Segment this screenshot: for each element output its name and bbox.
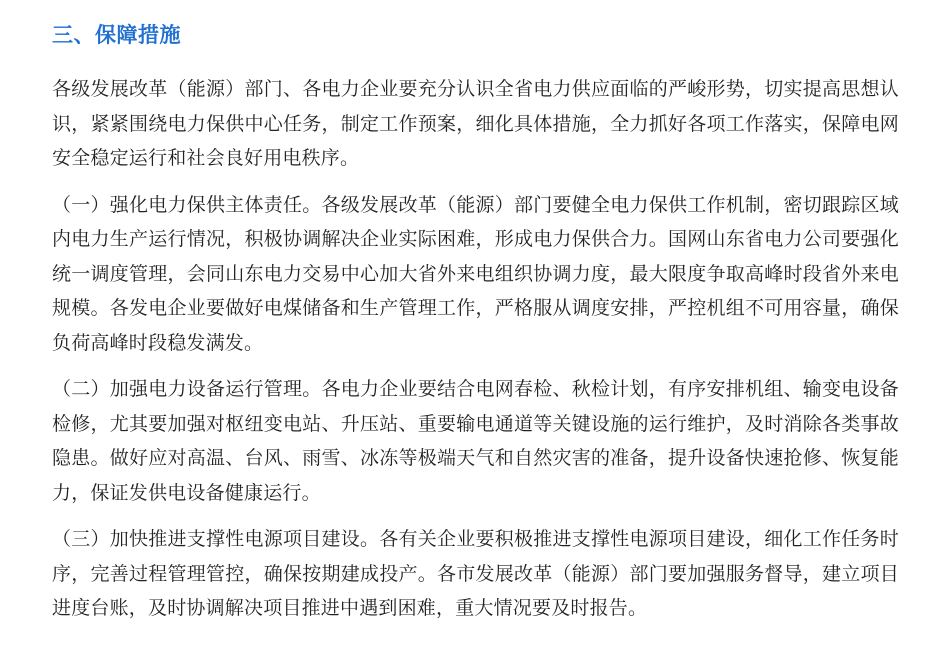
measure-paragraph-1: （一）强化电力保供主体责任。各级发展改革（能源）部门要健全电力保供工作机制，密切跟踪区域内电力生产运行情况，积极协调解决企业实际困难，形成电力保供合力。国网山东省电力公司要强化统一调度管理，会同山东电力交易中心加大省外来电组织协调力度，最大限度争取高峰时段省外来电规模。各发电企业要做好电煤储备和生产管理工作，严格服从调度安排，严控机组不可用容量，确保负荷高峰时段稳发满发。 bbox=[52, 193, 899, 354]
measure-paragraph-3: （三）加快推进支撑性电源项目建设。各有关企业要积极推进支撑性电源项目建设，细化工作任务时序，完善过程管理管控，确保按期建成投产。各市发展改革（能源）部门要加强服务督导，建立项目进度台账，及时协调解决项目推进中遇到困难，重大情况要及时报告。 bbox=[52, 528, 899, 619]
measure-paragraph-2: （二）加强电力设备运行管理。各电力企业要结合电网春检、秋检计划，有序安排机组、输变电设备检修，尤其要加强对枢纽变电站、升压站、重要输电通道等关键设施的运行维护，及时消除各类事故隐患。做好应对高温、台风、雨雪、冰冻等极端天气和自然灾害的准备，提升设备快速抢修、恢复能力，保证发供电设备健康运行。 bbox=[52, 378, 899, 504]
intro-paragraph: 各级发展改革（能源）部门、各电力企业要充分认识全省电力供应面临的严峻形势，切实提高思想认识，紧紧围绕电力保供中心任务，制定工作预案，细化具体措施，全力抓好各项工作落实，保障电网安全稳定运行和社会良好用电秩序。 bbox=[52, 78, 899, 169]
section-heading: 三、保障措施 bbox=[52, 23, 181, 47]
